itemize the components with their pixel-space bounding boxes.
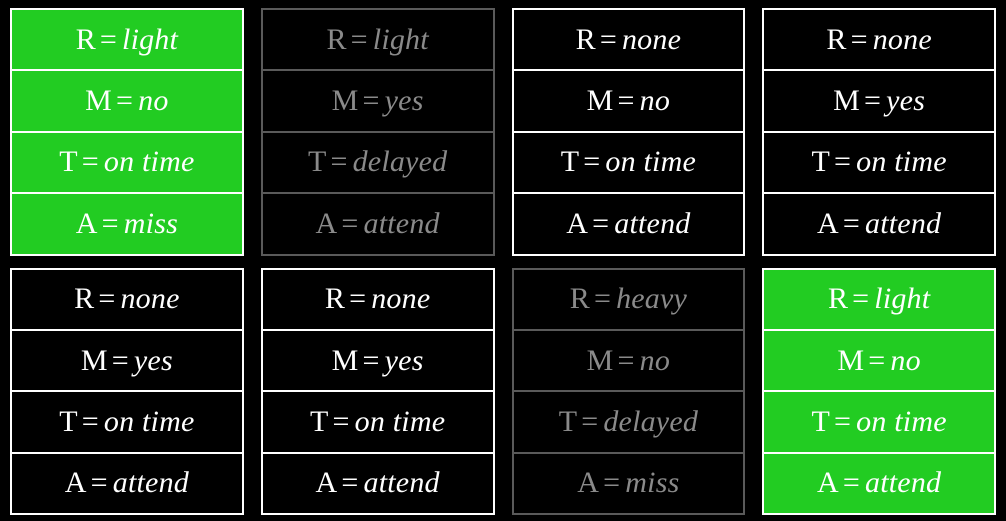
attribute-row xyxy=(12,71,242,132)
attribute-key: T xyxy=(307,145,327,179)
attribute-value: light xyxy=(372,22,429,56)
attribute-text xyxy=(811,404,947,438)
equals-sign: = xyxy=(592,206,610,240)
equals-sign: = xyxy=(599,22,617,56)
scenario-card xyxy=(762,8,996,256)
equals-sign: = xyxy=(341,206,359,240)
attribute-text xyxy=(812,147,947,177)
scenario-card xyxy=(261,268,495,516)
attribute-row xyxy=(764,454,994,513)
attribute-value: none xyxy=(872,22,932,56)
attribute-row xyxy=(12,270,242,331)
attribute-key: T xyxy=(558,404,578,438)
attribute-row xyxy=(764,194,994,253)
attribute-row xyxy=(514,392,744,453)
attribute-value: yes xyxy=(886,84,926,118)
attribute-row xyxy=(12,133,242,194)
attribute-value: yes xyxy=(384,84,424,118)
scenario-card xyxy=(10,268,244,516)
attribute-text xyxy=(59,147,194,177)
attribute-key: M xyxy=(586,84,614,118)
equals-sign: = xyxy=(581,404,599,438)
attribute-key: T xyxy=(811,404,831,438)
attribute-text xyxy=(833,86,925,116)
attribute-row xyxy=(764,270,994,331)
attribute-row xyxy=(263,10,493,71)
attribute-text xyxy=(316,468,440,498)
equals-sign: = xyxy=(116,84,134,118)
attribute-value: light xyxy=(122,22,179,56)
equals-sign: = xyxy=(593,282,612,316)
attribute-value: on time xyxy=(605,145,696,179)
attribute-value: no xyxy=(639,343,671,377)
attribute-key: R xyxy=(575,22,596,56)
attribute-key: R xyxy=(569,282,590,316)
attribute-key: T xyxy=(560,145,580,179)
equals-sign: = xyxy=(603,466,621,500)
equals-sign: = xyxy=(341,466,359,500)
attribute-text xyxy=(577,468,679,498)
scenario-card xyxy=(10,8,244,256)
attribute-text xyxy=(80,343,173,377)
attribute-key: M xyxy=(833,84,861,118)
equals-sign: = xyxy=(842,206,861,240)
attribute-value: on time xyxy=(103,404,195,438)
attribute-value: miss xyxy=(123,206,178,240)
attribute-key: A xyxy=(64,466,87,500)
attribute-text xyxy=(575,22,682,56)
attribute-row xyxy=(514,331,744,392)
equals-sign: = xyxy=(81,145,99,179)
scenario-card xyxy=(762,268,996,516)
attribute-text xyxy=(817,206,942,240)
attribute-key: A xyxy=(817,466,839,500)
equals-sign: = xyxy=(617,343,635,377)
attribute-text xyxy=(331,343,424,377)
attribute-row xyxy=(263,270,493,331)
attribute-text xyxy=(826,22,932,56)
equals-sign: = xyxy=(90,466,108,500)
attribute-text xyxy=(566,206,691,240)
attribute-row xyxy=(764,392,994,453)
attribute-key: R xyxy=(324,282,346,316)
attribute-value: no xyxy=(890,343,921,377)
attribute-key: T xyxy=(811,145,831,179)
attribute-key: R xyxy=(826,22,847,56)
scenario-card xyxy=(261,8,495,256)
equals-sign: = xyxy=(864,84,882,118)
attribute-key: A xyxy=(566,206,589,240)
attribute-text xyxy=(310,404,446,438)
equals-sign: = xyxy=(362,84,380,118)
equals-sign: = xyxy=(99,22,118,56)
equals-sign: = xyxy=(349,282,367,316)
attribute-value: on time xyxy=(856,404,947,438)
attribute-value: light xyxy=(874,282,931,316)
attribute-row xyxy=(12,392,242,453)
equals-sign: = xyxy=(842,466,861,500)
attribute-text xyxy=(586,343,671,377)
attribute-key: A xyxy=(577,466,600,500)
attribute-value: no xyxy=(639,84,671,118)
attribute-text xyxy=(332,86,424,116)
attribute-text xyxy=(561,147,696,177)
equals-sign: = xyxy=(834,404,852,438)
attribute-key: A xyxy=(315,466,338,500)
attribute-value: delayed xyxy=(352,145,448,179)
attribute-key: T xyxy=(310,404,329,438)
attribute-row xyxy=(514,10,744,71)
equals-sign: = xyxy=(583,145,601,179)
attribute-key: R xyxy=(75,22,96,56)
equals-sign: = xyxy=(350,22,368,56)
attribute-value: no xyxy=(138,84,169,118)
attribute-key: M xyxy=(85,84,113,118)
attribute-value: none xyxy=(371,282,431,316)
attribute-row xyxy=(764,133,994,194)
equals-sign: = xyxy=(617,84,635,118)
attribute-key: R xyxy=(74,282,95,316)
attribute-value: attend xyxy=(865,466,942,500)
equals-sign: = xyxy=(868,343,886,377)
attribute-row xyxy=(12,10,242,71)
attribute-value: on time xyxy=(103,145,195,179)
attribute-value: yes xyxy=(384,343,424,377)
attribute-text xyxy=(828,284,930,314)
attribute-value: attend xyxy=(614,206,691,240)
attribute-row xyxy=(263,71,493,132)
attribute-row xyxy=(263,331,493,392)
attribute-row xyxy=(12,331,242,392)
attribute-row xyxy=(263,392,493,453)
equals-sign: = xyxy=(850,22,868,56)
attribute-text xyxy=(817,468,941,498)
attribute-row xyxy=(514,454,744,513)
attribute-value: attend xyxy=(363,466,440,500)
attribute-value: delayed xyxy=(603,404,699,438)
attribute-value: none xyxy=(621,22,682,56)
attribute-key: T xyxy=(59,145,78,179)
attribute-row xyxy=(263,454,493,513)
attribute-key: M xyxy=(331,343,359,377)
attribute-row xyxy=(514,133,744,194)
attribute-text xyxy=(85,86,168,116)
attribute-value: attend xyxy=(865,206,942,240)
attribute-value: yes xyxy=(133,343,173,377)
attribute-value: miss xyxy=(625,466,680,500)
equals-sign: = xyxy=(332,404,350,438)
attribute-key: A xyxy=(817,206,839,240)
attribute-key: A xyxy=(75,206,98,240)
attribute-row xyxy=(12,194,242,253)
attribute-key: R xyxy=(827,282,849,316)
attribute-row xyxy=(514,71,744,132)
scenario-card xyxy=(512,268,746,516)
attribute-key: T xyxy=(59,404,78,438)
attribute-row xyxy=(764,71,994,132)
attribute-text xyxy=(75,206,178,240)
equals-sign: = xyxy=(834,145,852,179)
attribute-key: A xyxy=(315,206,338,240)
attribute-key: M xyxy=(586,343,614,377)
equals-sign: = xyxy=(98,282,116,316)
attribute-text xyxy=(315,206,440,240)
attribute-row xyxy=(514,270,744,331)
attribute-text xyxy=(570,284,687,314)
attribute-row xyxy=(12,454,242,513)
equals-sign: = xyxy=(111,343,129,377)
attribute-row xyxy=(263,133,493,194)
attribute-value: attend xyxy=(112,466,189,500)
attribute-text xyxy=(587,86,670,116)
attribute-text xyxy=(59,404,195,438)
attribute-text xyxy=(75,22,179,56)
attribute-text xyxy=(558,404,699,438)
attribute-row xyxy=(764,10,994,71)
equals-sign: = xyxy=(852,282,870,316)
attribute-key: M xyxy=(80,343,108,377)
attribute-row xyxy=(764,331,994,392)
equals-sign: = xyxy=(330,145,348,179)
attribute-text xyxy=(837,343,921,377)
attribute-key: M xyxy=(331,84,359,118)
attribute-text xyxy=(326,22,429,56)
attribute-text xyxy=(65,468,189,498)
attribute-key: M xyxy=(837,343,865,377)
equals-sign: = xyxy=(362,343,380,377)
attribute-text xyxy=(74,284,179,314)
attribute-value: on time xyxy=(354,404,446,438)
equals-sign: = xyxy=(101,206,119,240)
scenario-card xyxy=(512,8,746,256)
equals-sign: = xyxy=(81,404,99,438)
attribute-value: heavy xyxy=(616,282,688,316)
attribute-row xyxy=(514,194,744,253)
attribute-value: none xyxy=(120,282,180,316)
attribute-value: on time xyxy=(856,145,947,179)
attribute-value: attend xyxy=(363,206,440,240)
attribute-text xyxy=(308,147,447,177)
attribute-key: R xyxy=(326,22,347,56)
attribute-row xyxy=(263,194,493,253)
attribute-text xyxy=(325,284,430,314)
